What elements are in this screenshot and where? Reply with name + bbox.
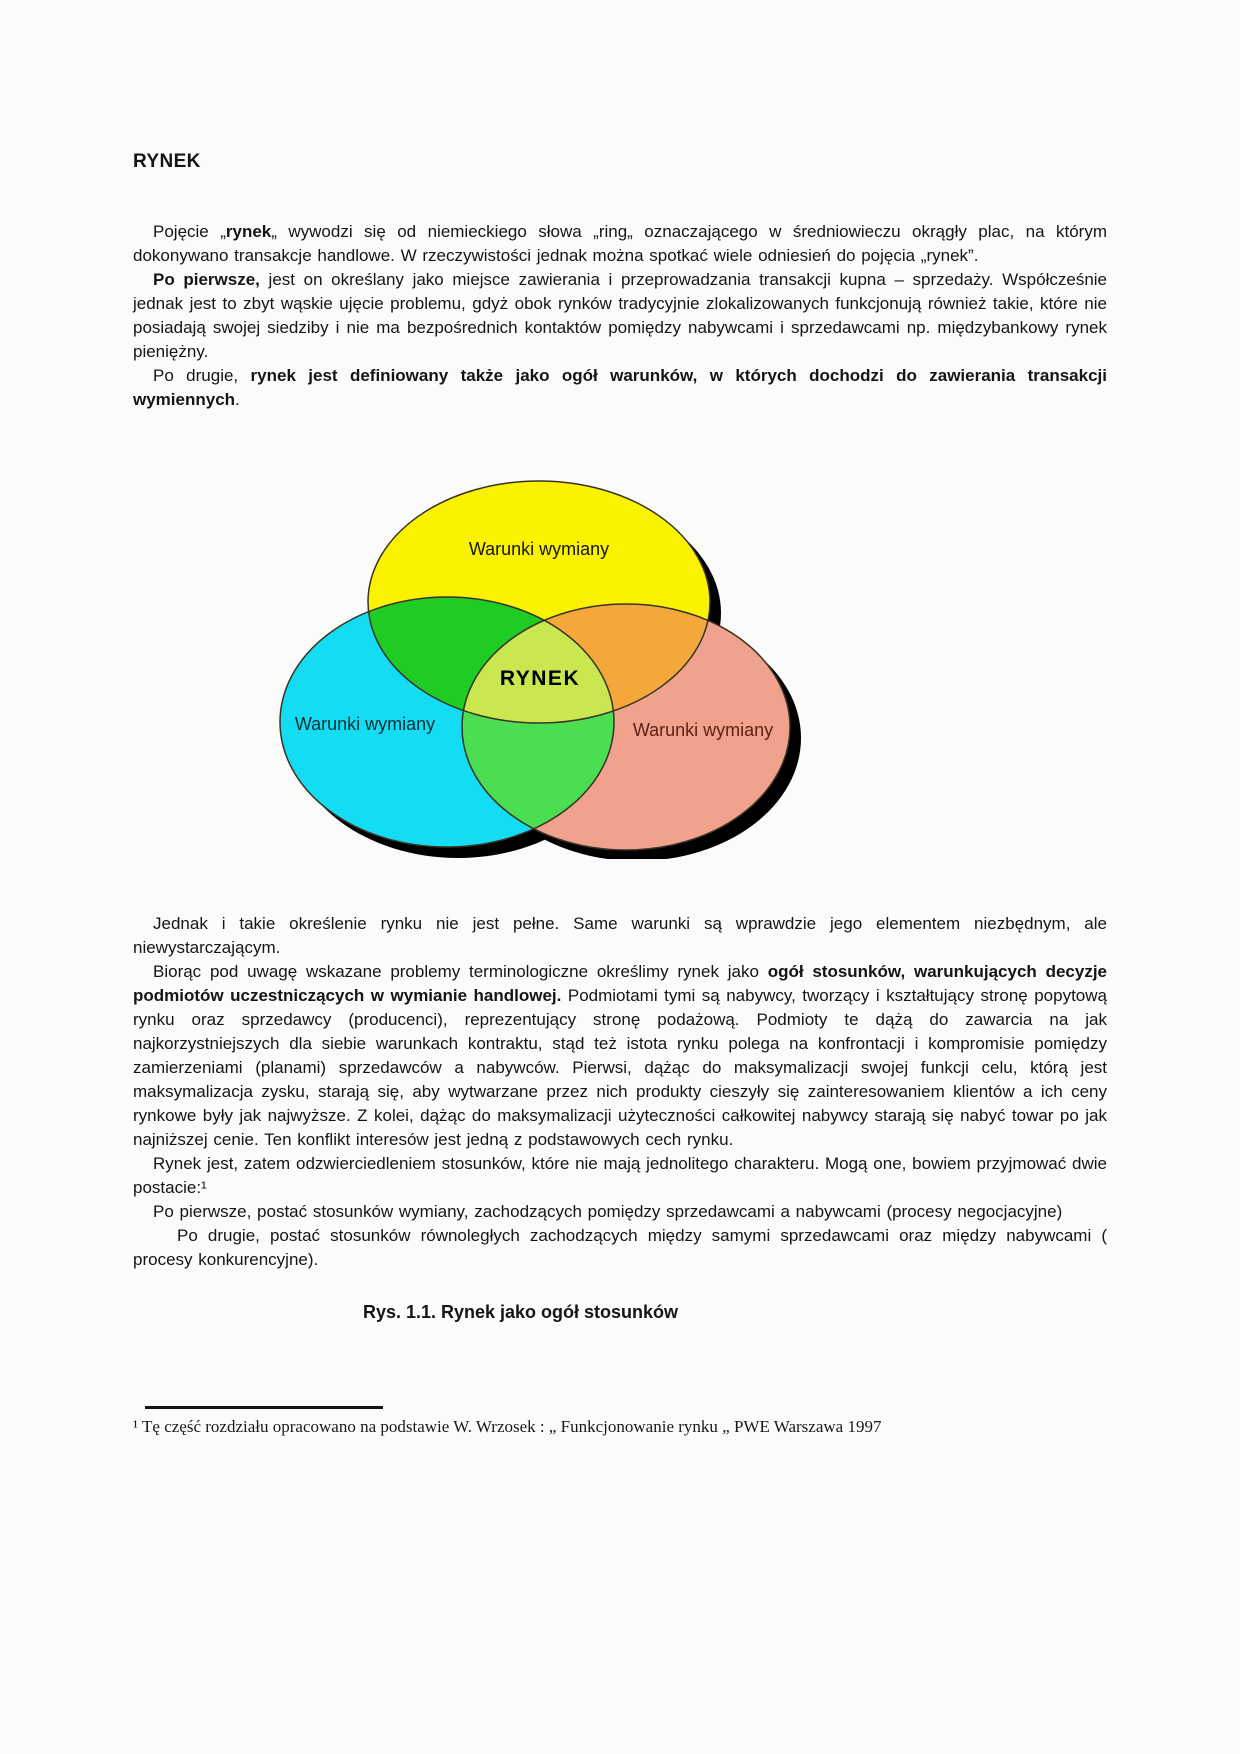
text-run: Podmiotami tymi są nabywcy, tworzący i kształtujący stronę popytową rynku oraz sprzedawcy (producenci), reprezentujący stronę podażową. Podmioty te dążą do zawarcia na jak najkorzystniejszych dla siebie warunkach kontraktu, stąd też istota rynku polega na konfrontacji i kompromisie pomiędzy zamierzeniami (planami) sprzedawców a nabywców. Pierwsi, dążąc do maksymalizacji swojej funkcji celu, którą jest maksymalizacja zysku, starają się, aby wytwarzane przez nich produkty cieszyły się zainteresowaniem klientów a ich ceny rynkowe były jak najwyższe. Z kolei, dążąc do maksymalizacji użyteczności całkowitej nabywcy starają się nabyć towar po jak najniższej cenie. Ten konflikt interesów jest jedną z podstawowych cech rynku. [133,986,1107,1149]
footnote-divider [145,1406,383,1409]
text-run: Po drugie, [153,366,251,385]
text-run-bold: Po pierwsze, [153,270,260,289]
text-run-bold: ogół stosunków, warunkujących decyzje podmiotów uczestniczących w wymianie handlowej. [133,962,1107,1005]
paragraph-postac-druga [133,1224,1107,1272]
text-run: „ wywodzi się od niemieckiego słowa „ring„ oznaczającego w średniowieczu okrągły plac, na którym dokonywano transakcje handlowe. W rzeczywistości jednak można spotkać wiele odniesień do pojęcia „rynek”. [133,222,1108,265]
text-run: Po drugie, postać stosunków równoległych zachodzących między samymi sprzedawcami oraz między nabywcami ( procesy konkurencyjne). [133,1226,1107,1269]
text-run: Po pierwsze, postać stosunków wymiany, zachodzących pomiędzy sprzedawcami a nabywcami (procesy negocjacyjne) [153,1202,1063,1221]
text-run-bold: rynek jest definiowany także jako ogół warunków, w których dochodzi do zawierania transakcji wymiennych [133,366,1107,409]
text-run-bold: rynek [225,222,272,241]
footnote-block [133,1406,1107,1438]
figure-caption: Rys. 1.1. Rynek jako ogół stosunków [362,1302,679,1322]
text-run: Pojęcie „ [153,222,226,241]
text-run: Biorąc pod uwagę wskazane problemy terminologiczne określimy rynek jako [153,962,768,981]
page-title: RYNEK [133,151,201,172]
paragraph-postac-pierwsza [133,1200,1107,1224]
paragraph-po-drugie [133,364,1107,412]
venn-diagram-figure [133,414,1107,912]
label-warunki-top: Warunki wymiany [468,539,610,559]
text-run: Jednak i takie określenie rynku nie jest pełne. Same warunki są wprawdzie jego elementem niezbędnym, ale niewystarczającym. [133,914,1107,957]
venn-diagram [260,414,820,859]
paragraph-rynek-jest [133,1152,1107,1200]
paragraph-po-pierwsze [133,268,1107,364]
text-run: . [235,390,240,409]
text-run: jest on określany jako miejsce zawierania i przeprowadzania transakcji kupna – sprzedaży. Współcześnie jednak jest to zbyt wąskie ujęcie problemu, gdyż obok rynków tradycyjnie zlokalizowanych funkcjonują również takie, które nie posiadają swojej siedziby i nie ma bezpośrednich kontaktów pomiędzy nabywcami i sprzedawcami np. międzybankowy rynek pieniężny. [133,270,1108,361]
label-warunki-left: Warunki wymiany [294,714,436,734]
paragraph-biorac [133,960,1107,1152]
text-run: Rynek jest, zatem odzwierciedleniem stosunków, które nie mają jednolitego charakteru. Mogą one, bowiem przyjmować dwie postacie:¹ [133,1154,1107,1197]
paragraph-pojecie [133,220,1107,268]
footnote-text: ¹ Tę część rozdziału opracowano na podstawie W. Wrzosek : „ Funkcjonowanie rynku „ PWE Warszawa 1997 [133,1417,882,1436]
label-rynek-center: RYNEK [499,667,581,690]
label-warunki-right: Warunki wymiany [632,720,774,740]
paragraph-jednak [133,912,1107,960]
